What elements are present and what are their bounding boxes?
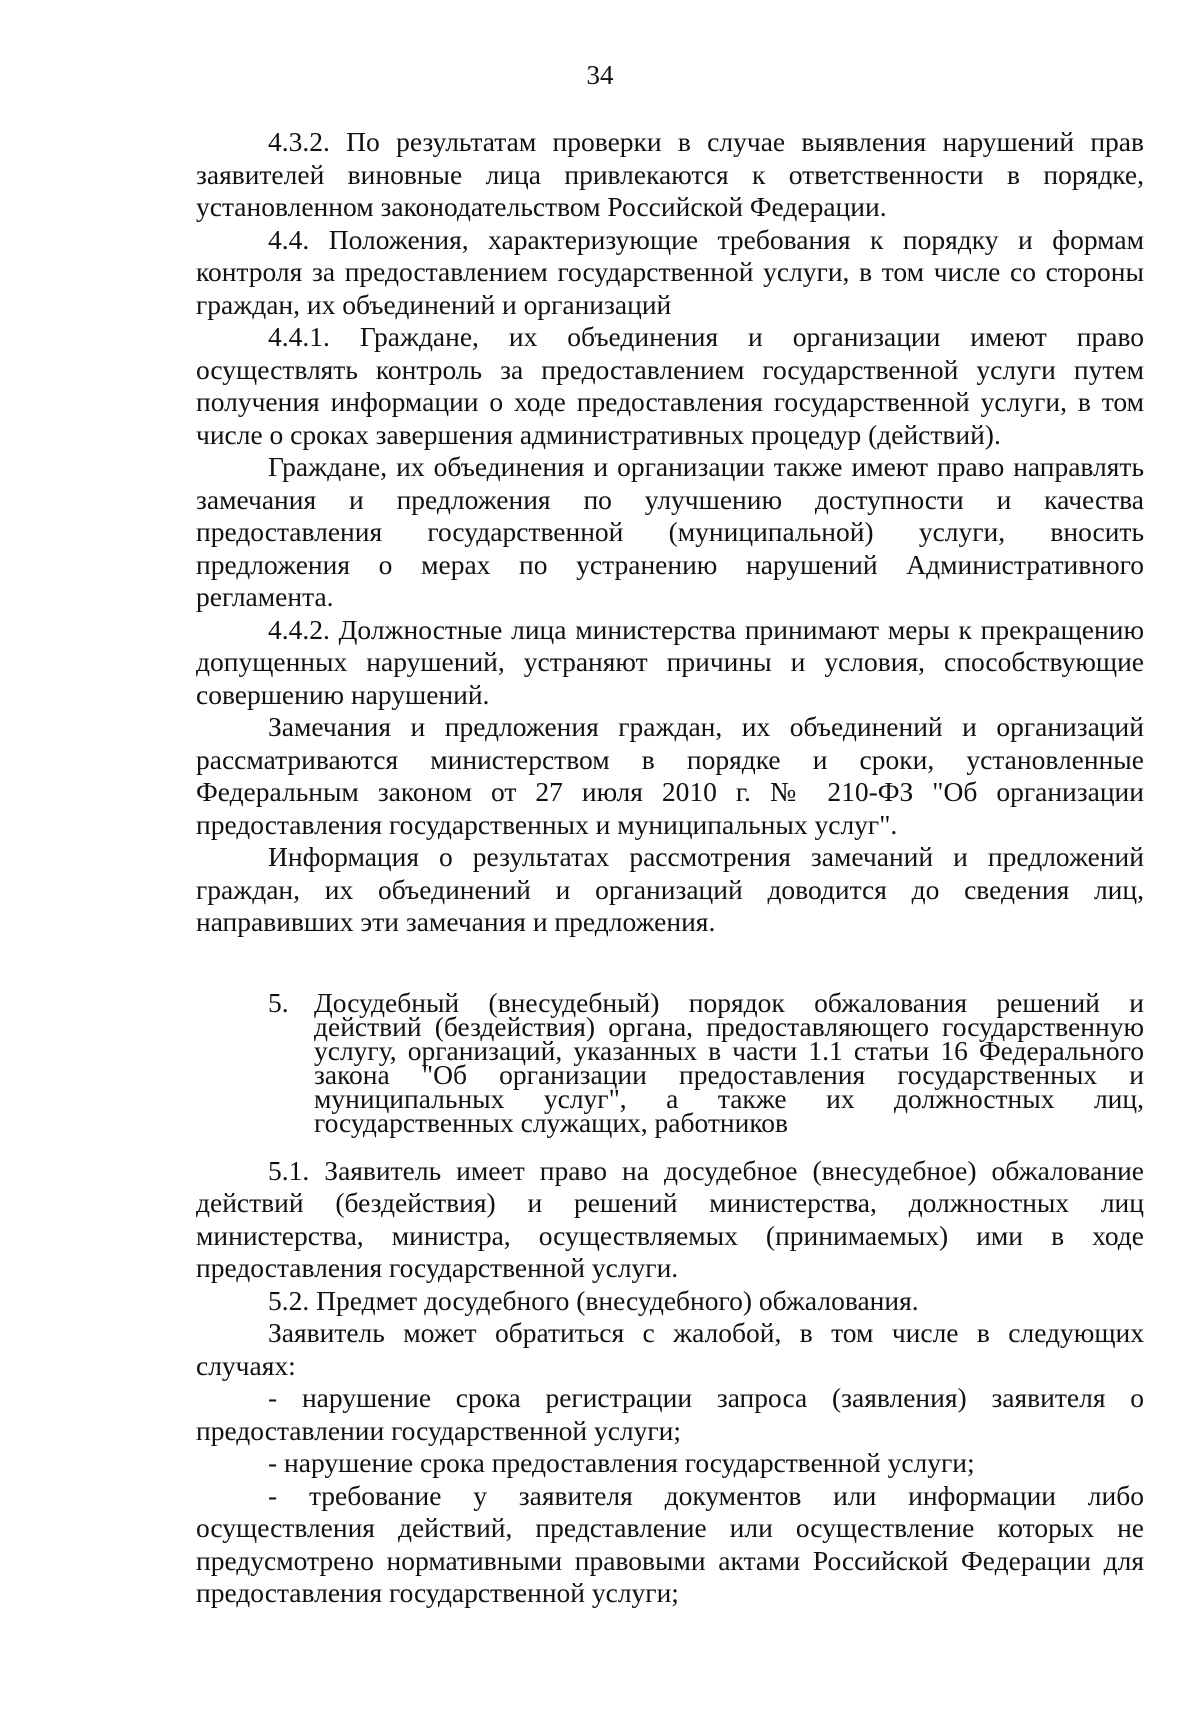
section-number: 5. — [268, 986, 289, 1018]
paragraph-5-2: 5.2. Предмет досудебного (внесудебного) обжалования. — [268, 1284, 919, 1316]
section-heading — [196, 986, 1144, 1138]
paragraph-results-info: Информация о результатах рассмотрения замечаний и предложений граждан, их объединений и организаций доводится до сведения лиц, направивших эти замечания и предложения. — [196, 841, 1144, 937]
paragraph-4-4: 4.4. Положения, характеризующие требования к порядку и формам контроля за предоставлением государственной услуги, в том числе со стороны граждан, их объединений и организаций — [196, 223, 1144, 320]
document-body — [196, 126, 1144, 1610]
list-item-registration-violation: - нарушение срока регистрации запроса (заявления) заявителя о предоставлении государственной услуги; — [196, 1382, 1144, 1446]
paragraph-complaint-cases: Заявитель может обратиться с жалобой, в том числе в следующих случаях: — [196, 1317, 1144, 1381]
page-number: 34 — [586, 60, 614, 90]
paragraph-citizens-rights: Граждане, их объединения и организации также имеют право направлять замечания и предложения по улучшению доступности и качества предоставления государственной (муниципальной) услуги, вносить предложения о мерах по устранению нарушений Административного регламента. — [196, 451, 1144, 612]
list-item-documents-requirement: - требование у заявителя документов или информации либо осуществления действий, представление или осуществление которых не предусмотрено нормативными правовыми актами Российской Федерации для предоставления государственной услуги; — [196, 1479, 1144, 1608]
paragraph-remarks-review: Замечания и предложения граждан, их объединений и организаций рассматриваются министерством в порядке и сроки, установленные Федеральным законом от 27 июля 2010 г. № 210-ФЗ "Об организации предоставления государственных и муниципальных услуг". — [196, 711, 1144, 840]
paragraph-5-1: 5.1. Заявитель имеет право на досудебное (внесудебное) обжалование действий (бездействия) и решений министерства, должностных лиц министерства, министра, осуществляемых (принимаемых) ими в ходе предоставления государственной услуги. — [196, 1154, 1144, 1283]
section-title: Досудебный (внесудебный) порядок обжалования решений и действий (бездействия) органа, предоставляющего государственную услугу, организаций, указанных в части 1.1 статьи 16 Федерального закона "Об организации предоставления государственных и муниципальных услуг", а также их должностных лиц, государственных служащих, работников — [314, 986, 1144, 1138]
paragraph-4-3-2: 4.3.2. По результатам проверки в случае выявления нарушений прав заявителей виновные лица привлекаются к ответственности в порядке, установленном законодательством Российской Федерации. — [196, 126, 1144, 222]
paragraph-4-4-1: 4.4.1. Граждане, их объединения и организации имеют право осуществлять контроль за предоставлением государственной услуги путем получения информации о ходе предоставления государственной услуги, в том числе о сроках завершения административных процедур (действий). — [196, 321, 1144, 450]
paragraph-4-4-2: 4.4.2. Должностные лица министерства принимают меры к прекращению допущенных нарушений, устраняют причины и условия, способствующие совершению нарушений. — [196, 613, 1144, 710]
list-item-term-violation: - нарушение срока предоставления государственной услуги; — [268, 1447, 975, 1478]
